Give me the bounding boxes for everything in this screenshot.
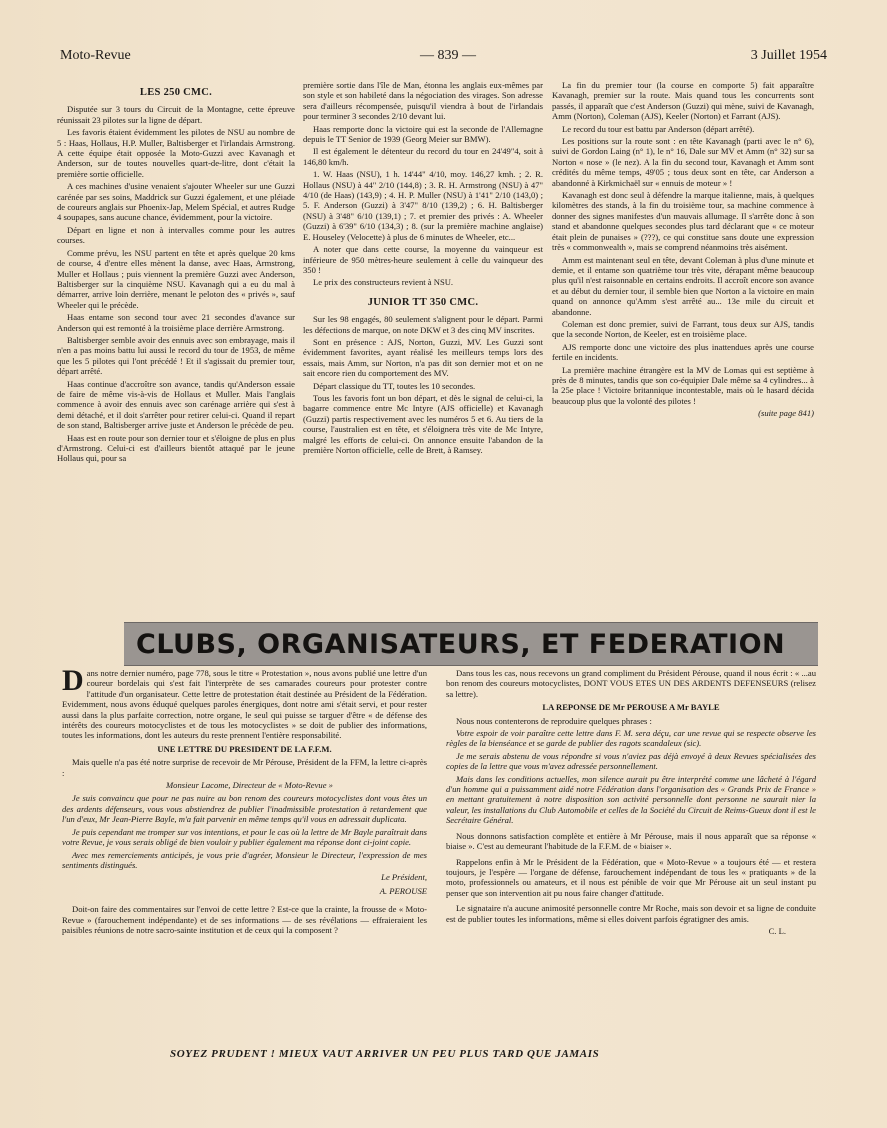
results-list: 1. W. Haas (NSU), 1 h. 14'44" 4/10, moy. 146,27 kmh. ; 2. R. Hollaus (NSU) à 44" 2/10 (144,8) ; 3. R. H. Armstrong (NSU) à 47" 4/10 (de Haas) (143,9) ; 4. H. P. Muller (NSU) à 1'41" 2/10 (143,0) ; 5. F. Anderson (Guzzi) à 3'47" 8/10 (139,2) ; 6. H. Baltisberger (NSU) à 3'48" 6/10 (139,1) ; 7. et premier des privés : A. Wheeler (Guzzi) à 6'39" 6/10 (134,3) ; 8. (sur la première machine anglaise) E. Houseley (Velocette) à plus de 6 minutes de Wheeler, etc...	[303, 169, 543, 242]
continued-note: (suite page 841)	[758, 408, 814, 419]
drop-cap: D	[62, 668, 84, 697]
paragraph: AJS remporte donc une victoire des plus inattendues après une course fertile en incidents.	[552, 341, 814, 363]
paragraph: Haas est en route pour son dernier tour et s'éloigne de plus en plus d'Armstrong. Celui-ci est d'ailleurs bientôt attaqué par le jeune Hollaus qui, pour sa	[57, 432, 295, 464]
letter-salutation: Monsieur Lacome, Directeur de « Moto-Revue »	[166, 780, 333, 791]
paragraph: Tous les favoris font un bon départ, et dès le signal de celui-ci, la bagarre commence entre Mc Intyre (AJS officielle) et Kavanagh (Guzzi) partis respectivement avec les numéros 5 et 6. Au tiers de la course, l'australien est en tête, et s'éloignera très vite de Mc Intyre, malgré les efforts de celui-ci. On annonce ensuite l'abandon de la première Norton officielle, celle de Brett, à Ramsey.	[303, 392, 543, 455]
author-initials: C. L.	[768, 925, 786, 936]
issue-date: 3 Juillet 1954	[750, 48, 827, 63]
letter-signature-title: Le Président,	[381, 872, 427, 883]
paragraph: Coleman est donc premier, suivi de Farrant, tous deux sur AJS, tandis que la seconde Norton, de Keeler, est en troisième place.	[552, 318, 814, 340]
paragraph: A ces machines d'usine venaient s'ajouter Wheeler sur une Guzzi carénée par ses soins, Maddrick sur Guzzi également, et une pléiade de coureurs anglais sur Phoenix-Jap, Melem Spécial, et autres Rudge 4 soupapes, sans aucune chance, évidemment, pour la victoire.	[57, 181, 295, 223]
paragraph: Disputée sur 3 tours du Circuit de la Montagne, cette épreuve réunissait 23 pilotes sur la ligne de départ.	[57, 104, 295, 125]
quote-paragraph: Mais dans les conditions actuelles, mon silence aurait pu être interprété comme une lâcheté à l'égard d'un homme qui a puissamment aidé notre Fédération dans l'organisation des « Grands Prix de France » en mettant gratuitement à notre disposition son activité personnelle dont personne ne saurait nier la valeur, les installations du Club Automobile et celles de la Société du Circuit de Reims-Gueux dont il est le Secrétaire Général.	[446, 773, 816, 826]
paragraph: Mais quelle n'a pas été notre surprise de recevoir de Mr Pérouse, Président de la FFM, la lettre ci-après :	[62, 757, 427, 778]
paragraph: Les positions sur la route sont : en tête Kavanagh (parti avec le n° 6), suivi de Gordon Laing (n° 1), le n° 16, Dale sur MV et Amm (n° 32) sur sa Norton « nose » (le nez). A la fin du second tour, Kavanagh et Amm sont crédités du même temps, 49'05 ; tous deux sont en tête, car Anderson a abandonné à Kirkmichaël sur « ennuis de moteur » !	[552, 136, 814, 188]
column-250cc	[57, 86, 295, 621]
paragraph: Départ classique du TT, toutes les 10 secondes.	[313, 380, 476, 391]
paragraph: Le prix des constructeurs revient à NSU.	[313, 277, 454, 288]
paragraph: Doit-on faire des commentaires sur l'envoi de cette lettre ? Est-ce que la crainte, la frousse de « Moto-Revue » (farouchement indépendante) et de ses informations — de ses révélations — effraieraient les paisibles réunions de notre sacro-sainte institution et de ceux qui la composent ?	[62, 904, 427, 935]
paragraph: Baltisberger semble avoir des ennuis avec son embrayage, mais il n'en a pas moins battu lui aussi le record du tour de 1953, de même que les 5 pilotes qui l'ont précédé ! Et il s'agissait du premier tour, départ arrêté.	[57, 334, 295, 377]
paragraph: Le record du tour est battu par Anderson (départ arrêté).	[562, 123, 755, 134]
paragraph: Départ en ligne et non à intervalles comme pour les autres courses.	[57, 224, 295, 246]
page-number: — 839 —	[420, 48, 476, 63]
column-junior-continued	[552, 80, 814, 620]
paragraph: Sur les 98 engagés, 80 seulement s'alignent pour le départ. Parmi les défections de marque, on note DKW et 3 des cinq MV inscrites.	[303, 314, 543, 335]
letter-paragraph: Je suis convaincu que pour ne pas nuire au bon renom des coureurs motocyclistes dont vous êtes un des ardents défenseurs, vous vous abstiendrez de publier l'inadmissible protestation à retardement que l'un d'eux, Mr Jean-Pierre Bayle, m'a fait parvenir en même temps qu'il vous en adressait duplicata.	[62, 793, 427, 825]
paragraph: Nous donnons satisfaction complète et entière à Mr Pérouse, mais il nous apparaît que sa réponse « biaise ». C'est au demeurant l'habitude de la F.F.M. de « biaiser ».	[446, 830, 816, 852]
paragraph: Haas entame son second tour avec 21 secondes d'avance sur Anderson qui est remonté à la troisième place derrière Armstrong.	[57, 312, 295, 333]
paragraph: Sont en présence : AJS, Norton, Guzzi, MV. Les Guzzi sont évidemment favorites, ayant réalisé les meilleurs temps lors des essais, mais Amm, sur Norton, n'a pas dit son dernier mot et on ne sait encore rien du comportement des MV.	[303, 336, 543, 379]
paragraph: première sortie dans l'île de Man, étonna les anglais eux-mêmes par son style et son habileté dans la négociation des virages. Son adresse sera d'ailleurs récompensée, puisqu'il viendra à bout de l'irlandais pour terminer 3 secondes 2/10 devant lui.	[303, 80, 543, 122]
letter-paragraph: Je puis cependant me tromper sur vos intentions, et pour le cas où la lettre de Mr Bayle paraîtrait dans votre Revue, je vous serais obligé de bien vouloir y publier également ma réponse dont ci-joint copie.	[62, 826, 427, 848]
page-header	[60, 48, 827, 68]
paragraph: Kavanagh est donc seul à défendre la marque italienne, mais, à quelques kilomètres des stands, à la fin du troisième tour, sa machine commence à donner des signes manifestes d'un mauvais allumage. Il s'arrête donc à son stand et abandonne quelques secondes plus tard déclarant que « ce moteur était plein de punaises » (???), ce qui constitue sans doute une expression très « commonwealth », mais se comprend néanmoins très aisément.	[552, 190, 814, 253]
column-results-junior	[303, 80, 543, 620]
quote-paragraph: Votre espoir de voir paraître cette lettre dans F. M. sera déçu, car une revue qui se respecte observe les règles de la bienséance et se garde de publier des ragots scandaleux (sic).	[446, 728, 816, 749]
banner-title: CLUBS, ORGANISATEURS, ET FEDERATION	[136, 629, 786, 660]
paragraph: Comme prévu, les NSU partent en tête et après quelque 20 kms de course, 4 d'entre elles mènent la danse, avec Haas, Armstrong, Muller et Hollaus ; puis viennent la première Guzzi avec Anderson, Baltisberger sur la cinquième NSU. Kavanagh qui a eu du mal à démarrer, arrive loin derrière, menant le peloton des « privés », sauf Wheeler qui le précède.	[57, 247, 295, 310]
letter-signature-name: A. PEROUSE	[379, 885, 427, 896]
paragraph: Le signataire n'a aucune animosité personnelle contre Mr Roche, mais son devoir et sa ligne de conduite est de publier toutes les informations, même si elles doivent parfois égratigner des amis.	[446, 903, 816, 924]
publication-name: Moto-Revue	[60, 48, 131, 63]
section-banner	[124, 622, 818, 666]
column-federation-left	[62, 668, 427, 1038]
paragraph: Dans notre dernier numéro, page 778, sous le titre « Protestation », nous avons publié une lettre d'un coureur bordelais qui s'est fait l'interprète de ses camarades coureurs pour protester contre l'attitude d'un organisateur. Cette lettre de protestation était destinée au Président de la Fédération. Evidemment, nous avons éduqué quelques paroles énergiques, dont notre ami s'était servi, et pour rester aussi dans la plus parfaite correction, notre organe, le seul qui puisse se targuer d'être « de défense des intérêts des coureurs motocyclistes et de tous les motocyclistes » se doit de publier des informations, toutes les informations, dont les auteurs du reste prennent l'entière responsabilité.	[62, 668, 427, 741]
footer-slogan: SOYEZ PRUDENT ! MIEUX VAUT ARRIVER UN PEU PLUS TARD QUE JAMAIS	[170, 1048, 600, 1060]
subsection-title: UNE LETTRE DU PRESIDENT DE LA F.F.M.	[157, 743, 332, 754]
paragraph: La fin du premier tour (la course en comporte 5) fait apparaître Kavanagh, premier sur la route. Mais quand tous les concurrents sont passés, il apparaît que c'est Anderson (Guzzi) qui mène, suivi de Kavanagh, Amm (Norton), Coleman (AJS), Keeler (Norton) et Farrant (AJS).	[552, 80, 814, 122]
paragraph: Dans tous les cas, nous recevons un grand compliment du Président Pérouse, quand il nous écrit : « ...au bon renom des coureurs motocyclistes, DONT VOUS ETES UN DES ARDENTS DEFENSEURS (relisez sa lettre).	[446, 668, 816, 699]
section-title-250: LES 250 CMC.	[139, 87, 213, 98]
subsection-title: LA REPONSE DE Mr PEROUSE A Mr BAYLE	[542, 702, 720, 713]
paragraph: Il est également le détenteur du record du tour en 24'49"4, soit à 146,80 km/h.	[303, 146, 543, 167]
paragraph: La première machine étrangère est la MV de Lomas qui est septième à près de 8 minutes, tandis que son co-équipier Dale même sa 4 cylindres... à la 25e place ! Victoire britannique incontestable, mais où le hasard décida beaucoup plus que la volonté des pilotes !	[552, 364, 814, 406]
paragraph: Amm est maintenant seul en tête, devant Coleman à plus d'une minute et demie, et il entame son quatrième tour très vite, dérapant même beaucoup plus qu'il n'est raisonnable en certains endroits. Il accroît encore son avance et au début du dernier tour, il semble bien que Norton a la victoire en main quand on annonce qu'Amm s'est arrêté au... 13e mile du circuit et abandonne.	[552, 254, 814, 317]
paragraph: Haas continue d'accroître son avance, tandis qu'Anderson essaie de faire de même vis-à-vis de Hollaus et Muller. Mais l'anglais commence à avoir des ennuis avec son carénage arrière qui s'est à demi détaché, et il doit s'arrêter pour retirer celui-ci. Quand il repart de son stand, Baltisberger arrive juste et Anderson le précède de peu.	[57, 378, 295, 431]
paragraph: Rappelons enfin à Mr le Président de la Fédération, que « Moto-Revue » a toujours été — et restera toujours, je l'espère — l'organe de défense, farouchement indépendant de tous les « pratiquants » de la moto, professionnels ou amateurs, et il nous est pénible de voir que Mr Pérouse ait un seul instant pu penser que son intervention ait pu nous faire changer d'attitude.	[446, 856, 816, 898]
paragraph: Nous nous contenterons de reproduire quelques phrases :	[456, 715, 652, 726]
column-federation-right	[446, 668, 816, 1038]
section-title-junior: JUNIOR TT 350 CMC.	[367, 296, 479, 308]
letter-paragraph: Avec mes remerciements anticipés, je vous prie d'agréer, Monsieur le Directeur, l'expression de mes sentiments distingués.	[62, 849, 427, 870]
paragraph: Haas remporte donc la victoire qui est la seconde de l'Allemagne depuis le TT Senior de 1939 (Georg Meier sur BMW).	[303, 123, 543, 145]
quote-paragraph: Je me serais abstenu de vous répondre si vous n'aviez pas déjà envoyé à deux Revues spécialisées des copies de la lettre que vous m'avez adressée personnellement.	[446, 750, 816, 772]
paragraph: A noter que dans cette course, la moyenne du vainqueur est inférieure de 950 mètres-heure seulement à celle du vainqueur des 350 !	[303, 244, 543, 275]
paragraph: Les favoris étaient évidemment les pilotes de NSU au nombre de 5 : Haas, Hollaus, H.P. Muller, Baltisberger et l'irlandais Armstrong. A cette équipe était opposée la Moto-Guzzi avec Kavanagh et Anderson, sur de toutes nouvelles quart-de-litre, dont c'était la première sortie officielle.	[57, 127, 295, 179]
